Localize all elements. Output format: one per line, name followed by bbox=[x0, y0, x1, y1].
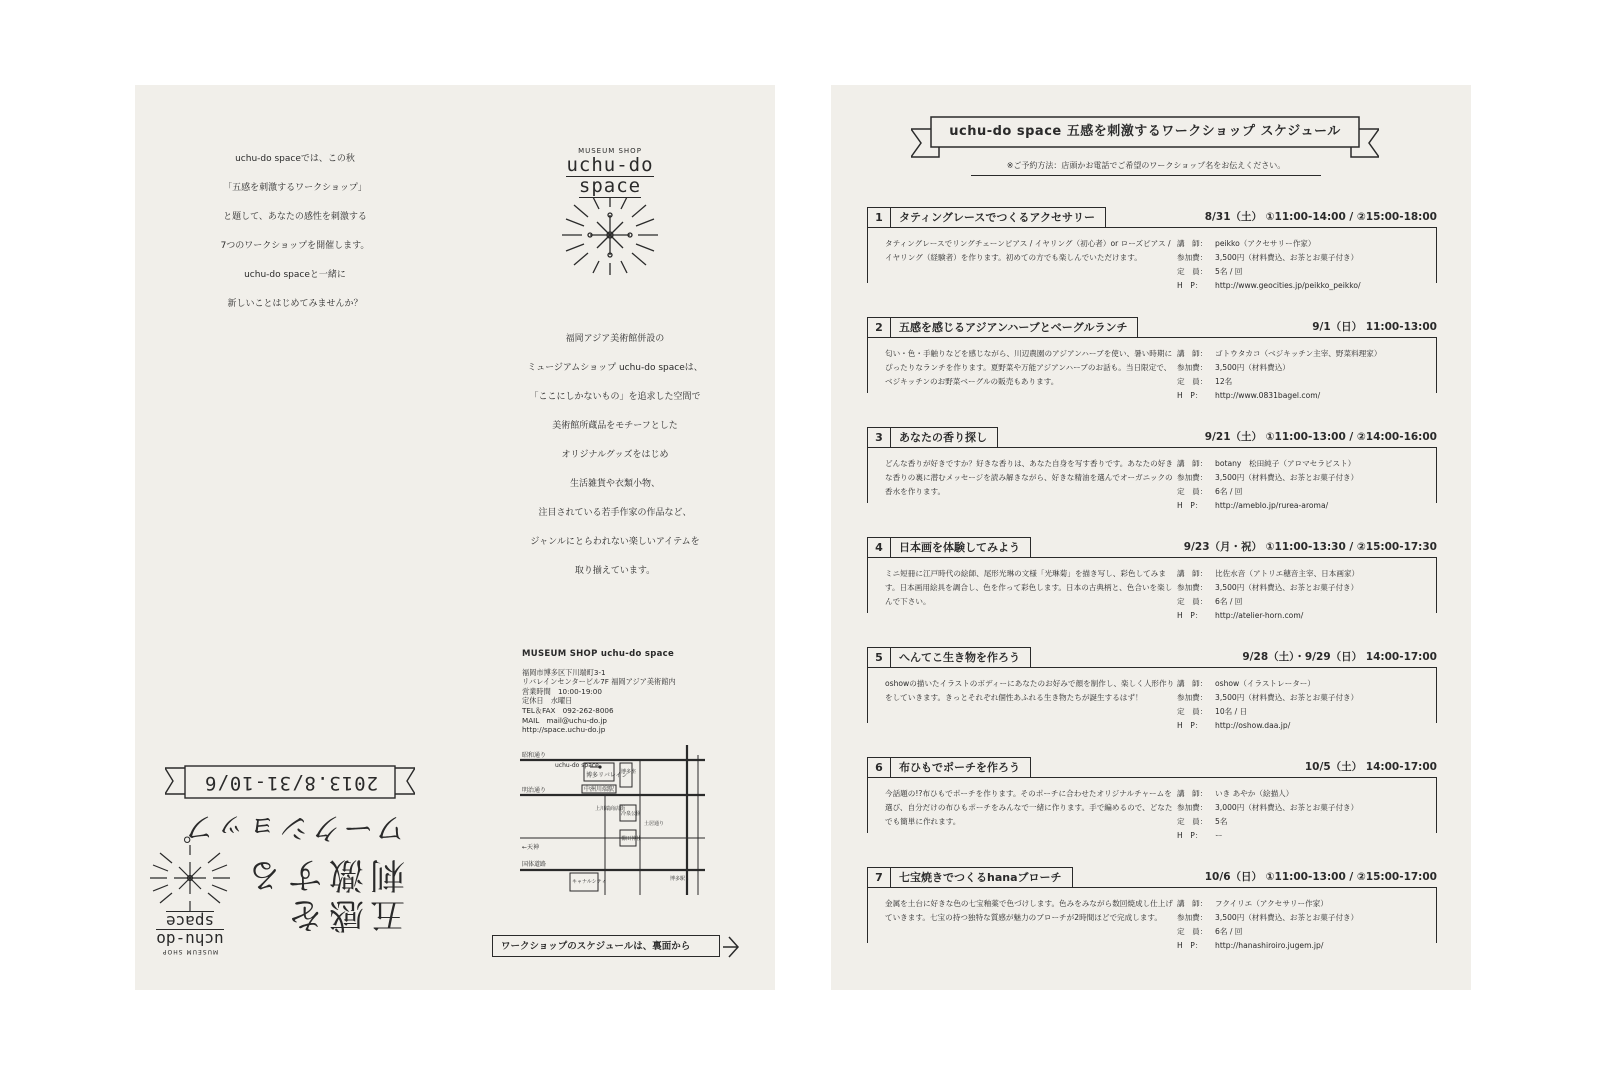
workshop-capacity: 定 員： 5名 / 回 bbox=[1177, 265, 1437, 279]
workshop-tab bbox=[867, 427, 998, 448]
workshop-description: 金属を土台に好きな色の七宝釉薬で色づけします。色みをみながら数回焼成し仕上げていきます。七宝の持つ独特な質感が魅力のブローチが2時間ほどで完成します。 bbox=[885, 899, 1173, 922]
sunburst-icon bbox=[140, 842, 240, 912]
workshop-homepage: H P： http://www.geocities.jp/peikko_peikko/ bbox=[1177, 279, 1437, 293]
workshop-teacher: 講 師： oshow（イラストレーター） bbox=[1177, 677, 1437, 691]
workshop-number: 6 bbox=[868, 758, 891, 778]
reservation-note: ※ご予約方法：店頭かお電話でご希望のワークショップ名をお伝えください。 bbox=[971, 160, 1321, 176]
workshop-tab bbox=[867, 757, 1031, 778]
workshop-entry bbox=[867, 647, 1437, 739]
workshop-fee: 参加費： 3,500円（材料費込） bbox=[1177, 361, 1437, 375]
teacher-label: 講 師： bbox=[1177, 349, 1208, 358]
workshop-fee: 参加費： 3,500円（材料費込、お茶とお菓子付き） bbox=[1177, 251, 1437, 265]
workshop-name: 七宝焼きでつくるhanaブローチ bbox=[899, 871, 1062, 884]
cover-logo-line1: uchu-do bbox=[156, 930, 224, 949]
hp-label: H P： bbox=[1177, 391, 1203, 400]
teacher-label: 講 師： bbox=[1177, 789, 1208, 798]
capacity-label: 定 員： bbox=[1177, 927, 1208, 936]
intro-line: 7つのワークショップを開催します。 bbox=[220, 241, 370, 251]
workshop-description: oshowの描いたイラストのボディーにあなたのお好みで顔を制作し、楽しく人形作りをしていきます。きっとそれぞれ個性あふれる生き物たちが誕生するはず！ bbox=[885, 679, 1175, 702]
shop-hours: 営業時間 10:00-19:00 bbox=[522, 686, 602, 696]
workshop-entry bbox=[867, 427, 1437, 519]
workshop-teacher: 講 師： いき あやか（絵描人） bbox=[1177, 787, 1437, 801]
map-label: 明治通り bbox=[522, 787, 547, 794]
hp-label: H P： bbox=[1177, 501, 1203, 510]
map-label: 中洲川端駅 bbox=[584, 786, 615, 793]
map-label: ←天神 bbox=[522, 844, 540, 851]
workshop-entry bbox=[867, 207, 1437, 299]
workshop-details bbox=[1177, 237, 1437, 293]
workshop-teacher: 講 師： ゴトウタカコ（ベジキッチン主宰、野菜料理家） bbox=[1177, 347, 1437, 361]
teacher-label: 講 師： bbox=[1177, 899, 1208, 908]
workshop-description: どんな香りが好きですか？好きな香りは、あなた自身を写す香りです。あなたの好きな香りの裏に潜むメッセージを読み解きながら、好きな精油を選んでオーガニックの香水を作ります。 bbox=[885, 459, 1173, 496]
fee-label: 参加費： bbox=[1177, 473, 1208, 482]
workshop-fee: 参加費： 3,500円（材料費込、お茶とお菓子付き） bbox=[1177, 581, 1437, 595]
capacity-label: 定 員： bbox=[1177, 597, 1208, 606]
shop-url: http://space.uchu-do.jp bbox=[522, 725, 606, 735]
schedule-title: uchu-do space 五感を刺激するワークショップ スケジュール bbox=[949, 124, 1341, 139]
workshop-capacity: 定 員： 10名 / 日 bbox=[1177, 705, 1437, 719]
cover-upside-down bbox=[135, 685, 435, 965]
desc-line: 福岡アジア美術館併設の bbox=[565, 334, 665, 344]
workshop-details bbox=[1177, 677, 1437, 733]
workshop-description: ミニ短冊に江戸時代の絵師、尾形光琳の文様「光琳菊」を描き写し、彩色してみます。日本画用絵具を調合し、色を作って彩色します。日本の古典柄と、色合いを楽しんで下さい。 bbox=[885, 569, 1173, 606]
workshop-fee: 参加費： 3,500円（材料費込、お茶とお菓子付き） bbox=[1177, 471, 1437, 485]
workshop-teacher: 講 師： botany 松田純子（アロマセラピスト） bbox=[1177, 457, 1437, 471]
flyer-front-sheet bbox=[135, 85, 775, 990]
workshop-homepage: H P： http://ameblo.jp/rurea-aroma/ bbox=[1177, 499, 1437, 513]
desc-line: 生活雑貨や衣類小物、 bbox=[569, 479, 660, 489]
workshop-capacity: 定 員： 6名 / 回 bbox=[1177, 925, 1437, 939]
hp-label: H P： bbox=[1177, 281, 1203, 290]
workshop-datetime: 9/28（土）・9/29（日） 14:00-17:00 bbox=[1242, 651, 1437, 663]
workshop-teacher: 講 師： peikko（アクセサリー作家） bbox=[1177, 237, 1437, 251]
workshop-name: タティングレースでつくるアクセサリー bbox=[899, 211, 1096, 224]
map-label: 上川端商店街 bbox=[595, 806, 626, 812]
workshop-homepage: H P： http://oshow.daa.jp/ bbox=[1177, 719, 1437, 733]
map-label: 博多駅↓ bbox=[670, 876, 690, 882]
fee-label: 参加費： bbox=[1177, 253, 1208, 262]
workshop-fee: 参加費： 3,500円（材料費込、お茶とお菓子付き） bbox=[1177, 691, 1437, 705]
workshop-details bbox=[1177, 897, 1437, 953]
teacher-label: 講 師： bbox=[1177, 459, 1208, 468]
sunburst-icon bbox=[555, 197, 665, 277]
fee-label: 参加費： bbox=[1177, 363, 1208, 372]
desc-line: オリジナルグッズをはじめ bbox=[561, 450, 669, 460]
shop-closed: 定休日 水曜日 bbox=[522, 696, 573, 706]
workshop-tab bbox=[867, 317, 1138, 338]
workshop-entry bbox=[867, 317, 1437, 409]
workshop-tab bbox=[867, 867, 1073, 888]
desc-line: 取り揃えています。 bbox=[574, 566, 656, 576]
workshop-number: 2 bbox=[868, 318, 891, 338]
map-label: 博多座 bbox=[621, 769, 637, 775]
workshop-entry bbox=[867, 537, 1437, 629]
workshop-capacity: 定 員： 6名 / 回 bbox=[1177, 485, 1437, 499]
shop-info bbox=[522, 650, 752, 735]
workshop-description: 匂い・色・手触りなどを感じながら、川辺農園のアジアンハーブを使い、暑い時期にぴったりなランチを作ります。夏野菜や万能アジアンハーブのお話も。当日限定で、ベジキッチンのお野菜ベーグルの販売もあります。 bbox=[885, 349, 1173, 386]
shop-building: リバレインセンタービル7F 福岡アジア美術館内 bbox=[522, 677, 676, 687]
workshop-tab bbox=[867, 537, 1031, 558]
cover-logo bbox=[140, 838, 240, 955]
map-label: 国体道路 bbox=[522, 861, 547, 868]
workshop-teacher: 講 師： 比佐水音（アトリエ穂音主宰、日本画家） bbox=[1177, 567, 1437, 581]
fee-label: 参加費： bbox=[1177, 583, 1208, 592]
workshop-homepage: H P： http://www.0831bagel.com/ bbox=[1177, 389, 1437, 403]
workshop-tab bbox=[867, 647, 1031, 668]
workshop-datetime: 10/5（土） 14:00-17:00 bbox=[1304, 761, 1437, 773]
workshop-datetime: 10/6（日） ①11:00-13:00 / ②15:00-17:00 bbox=[1204, 871, 1437, 883]
logo-line1: uchu-do bbox=[566, 154, 654, 176]
fee-label: 参加費： bbox=[1177, 803, 1208, 812]
arrow-right-icon bbox=[721, 934, 741, 960]
logo-line2: space bbox=[578, 175, 642, 197]
capacity-label: 定 員： bbox=[1177, 817, 1208, 826]
hp-label: H P： bbox=[1177, 831, 1203, 840]
cover-logo-small: MUSEUM SHOP bbox=[161, 948, 219, 955]
shop-address: 福岡市博多区下川端町3-1 bbox=[522, 667, 606, 677]
workshop-details bbox=[1177, 567, 1437, 623]
map-label: キャナルシティ bbox=[572, 879, 607, 885]
workshop-number: 4 bbox=[868, 538, 891, 558]
map-label: 櫛田神社 bbox=[621, 836, 642, 842]
capacity-label: 定 員： bbox=[1177, 267, 1208, 276]
hp-label: H P： bbox=[1177, 611, 1203, 620]
workshop-capacity: 定 員： 5名 bbox=[1177, 815, 1437, 829]
workshop-details bbox=[1177, 347, 1437, 403]
capacity-label: 定 員： bbox=[1177, 487, 1208, 496]
shop-tel: TEL＆FAX 092-262-8006 bbox=[522, 705, 614, 715]
logo-small-text: MUSEUM SHOP bbox=[578, 147, 642, 155]
workshop-name: 日本画を体験してみよう bbox=[899, 541, 1020, 554]
workshop-homepage: H P： http://hanashiroiro.jugem.jp/ bbox=[1177, 939, 1437, 953]
capacity-label: 定 員： bbox=[1177, 377, 1208, 386]
teacher-label: 講 師： bbox=[1177, 679, 1208, 688]
workshop-tab bbox=[867, 207, 1106, 228]
workshop-homepage: H P： ー bbox=[1177, 829, 1437, 843]
map-label: 昭和通り bbox=[522, 752, 547, 759]
shop-description bbox=[495, 325, 735, 586]
event-date: 2013.8/31-10/6 bbox=[203, 772, 379, 794]
workshop-number: 3 bbox=[868, 428, 891, 448]
map-label: 土居通り bbox=[644, 821, 665, 827]
workshop-entry bbox=[867, 757, 1437, 849]
teacher-label: 講 師： bbox=[1177, 239, 1208, 248]
workshop-name: へんてこ生き物を作ろう bbox=[899, 651, 1020, 664]
flyer-schedule-sheet bbox=[831, 85, 1471, 990]
intro-line: uchu-do spaceでは、この秋 bbox=[235, 154, 355, 164]
workshop-datetime: 9/1（日） 11:00-13:00 bbox=[1312, 321, 1437, 333]
workshop-description: 今話題の!?布ひもでポーチを作ります。そのポーチに合わせたオリジナルチャームを選び、自分だけの布ひもポーチをみんなで一緒に作ります。手で編めるので、どなたでも簡単に作れます。 bbox=[885, 789, 1173, 826]
schedule-notice: ワークショップのスケジュールは、裏面から bbox=[492, 935, 720, 957]
shop-info-title: MUSEUM SHOP uchu-do space bbox=[522, 649, 675, 659]
access-map bbox=[520, 745, 710, 909]
map-label: 博多リバレイン bbox=[586, 772, 628, 779]
workshop-datetime: 8/31（土） ①11:00-14:00 / ②15:00-18:00 bbox=[1204, 211, 1437, 223]
desc-line: ジャンルにとらわれない楽しいアイテムを bbox=[530, 537, 700, 547]
capacity-label: 定 員： bbox=[1177, 707, 1208, 716]
fee-label: 参加費： bbox=[1177, 693, 1208, 702]
workshop-homepage: H P： http://atelier-horn.com/ bbox=[1177, 609, 1437, 623]
workshop-number: 1 bbox=[868, 208, 891, 228]
cover-title-line3: ワークショップ bbox=[181, 810, 405, 845]
desc-line: 「ここにしかないもの」を追求した空間で bbox=[529, 392, 701, 402]
workshop-number: 5 bbox=[868, 648, 891, 668]
shop-mail: MAIL mail@uchu-do.jp bbox=[522, 715, 607, 725]
map-label: uchu-do space bbox=[555, 762, 599, 769]
map-label: 冷泉公園 bbox=[621, 811, 642, 817]
intro-line: uchu-do spaceと一緒に bbox=[244, 270, 346, 280]
intro-line: と題して、あなたの感性を刺激する bbox=[223, 212, 367, 222]
workshop-entry bbox=[867, 867, 1437, 959]
desc-line: ミュージアムショップ uchu-do spaceは、 bbox=[527, 363, 703, 373]
cover-title-line1: 五感を bbox=[281, 894, 405, 934]
cover-title-line2: 刺激する bbox=[240, 854, 405, 894]
fee-label: 参加費： bbox=[1177, 913, 1208, 922]
workshop-name: 布ひもでポーチを作ろう bbox=[899, 761, 1020, 774]
workshop-teacher: 講 師： フクイリエ（アクセサリー作家） bbox=[1177, 897, 1437, 911]
workshop-capacity: 定 員： 6名 / 回 bbox=[1177, 595, 1437, 609]
desc-line: 美術館所蔵品をモチーフとした bbox=[552, 421, 678, 431]
workshop-name: 五感を感じるアジアンハーブとベーグルランチ bbox=[899, 321, 1128, 334]
workshop-capacity: 定 員： 12名 bbox=[1177, 375, 1437, 389]
intro-line: 「五感を刺激するワークショップ」 bbox=[223, 183, 367, 193]
hp-label: H P： bbox=[1177, 721, 1203, 730]
teacher-label: 講 師： bbox=[1177, 569, 1208, 578]
workshop-description: タティングレースでリングチェーンピアス / イヤリング（初心者）or ローズピアス / イヤリング（経験者）を作ります。初めての方でも楽しんでいただけます。 bbox=[885, 239, 1171, 262]
intro-text bbox=[190, 145, 400, 319]
workshop-name: あなたの香り探し bbox=[899, 431, 987, 444]
cover-logo-line2: space bbox=[165, 912, 215, 931]
workshop-details bbox=[1177, 787, 1437, 843]
shop-logo bbox=[555, 147, 665, 281]
workshop-details bbox=[1177, 457, 1437, 513]
hp-label: H P： bbox=[1177, 941, 1203, 950]
workshop-number: 7 bbox=[868, 868, 891, 888]
workshop-datetime: 9/23（月・祝） ①11:00-13:30 / ②15:00-17:30 bbox=[1183, 541, 1437, 553]
workshop-datetime: 9/21（土） ①11:00-13:00 / ②14:00-16:00 bbox=[1204, 431, 1437, 443]
desc-line: 注目されている若手作家の作品など、 bbox=[538, 508, 692, 518]
workshop-fee: 参加費： 3,000円（材料費込、お茶とお菓子付き） bbox=[1177, 801, 1437, 815]
intro-line: 新しいことはじめてみませんか？ bbox=[227, 299, 363, 309]
workshop-fee: 参加費： 3,500円（材料費込、お茶とお菓子付き） bbox=[1177, 911, 1437, 925]
